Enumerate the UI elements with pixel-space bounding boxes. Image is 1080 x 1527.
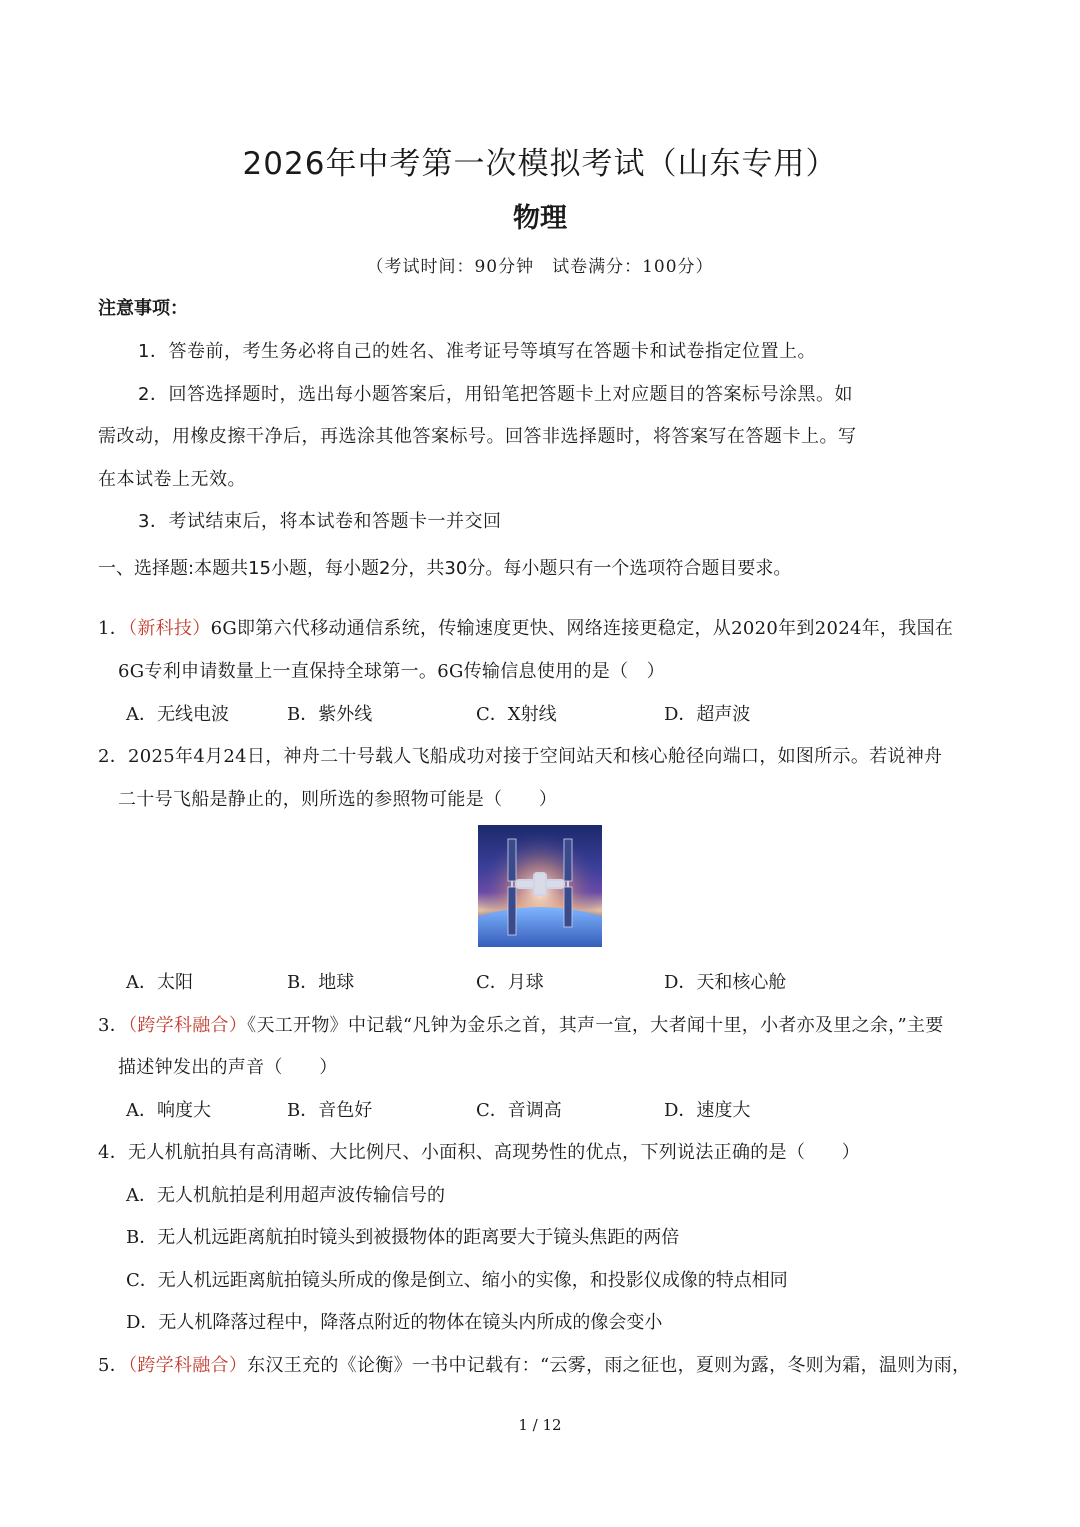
question-number: 1． [98,618,129,639]
notice-item-2-line-2: 需改动，用橡皮擦干净后，再选涂其他答案标号。回答非选择题时，将答案写在答题卡上。写 [98,426,857,447]
q4-option-a: A．无人机航拍是利用超声波传输信号的 [126,1185,445,1206]
subject-title: 物理 [513,203,567,234]
q2-option-a: A．太阳 [126,972,193,993]
question-2-line-2: 二十号飞船是静止的，则所选的参照物可能是（ ） [118,789,558,810]
question-5-line-1 [98,1351,970,1377]
question-1-line-2: 6G专利申请数量上一直保持全球第一。6G传输信息使用的是（ ） [118,661,665,682]
notice-heading: 注意事项： [98,298,188,319]
question-tag: （跨学科融合） [128,1355,248,1376]
question-tag: （跨学科融合） [128,1015,248,1036]
notice-item-2-line-1: 2．回答选择题时，选出每小题答案后，用铅笔把答题卡上对应题目的答案标号涂黑。如 [138,384,853,405]
question-number: 5． [98,1355,129,1376]
q1-option-a: A．无线电波 [126,704,229,725]
question-number: 3． [98,1015,129,1036]
question-3-line-2: 描述钟发出的声音（ ） [118,1057,338,1078]
q3-option-d: D．速度大 [664,1100,751,1121]
q1-option-b: B．紫外线 [287,704,373,725]
space-station-image [478,825,602,947]
question-4-line-1: 4．无人机航拍具有高清晰、大比例尺、小面积、高现势性的优点，下列说法正确的是（ ） [98,1142,861,1163]
q2-option-c: C．月球 [476,972,544,993]
question-text: 《天工开物》中记载“凡钟为金乐之首，其声一宣，大者闻十里，小者亦及里之余，”主要 [247,1015,944,1036]
q2-option-b: B．地球 [287,972,355,993]
question-text: 东汉王充的《论衡》一书中记载有：“云雾，雨之征也，夏则为露，冬则为霜，温则为雨， [247,1355,971,1376]
q1-option-c: C．X射线 [476,704,557,725]
q1-option-d: D．超声波 [664,704,751,725]
q4-option-b: B．无人机远距离航拍时镜头到被摄物体的距离要大于镜头焦距的两倍 [126,1227,680,1248]
section-heading: 一、选择题:本题共15小题，每小题2分，共30分。每小题只有一个选项符合题目要求。 [98,558,792,579]
question-tag: （新科技） [128,618,211,639]
question-text: 6G即第六代移动通信系统，传输速度更快、网络连接更稳定，从2020年到2024年，我国在 [210,618,954,639]
q4-option-c: C．无人机远距离航拍镜头所成的像是倒立、缩小的实像，和投影仪成像的特点相同 [126,1270,788,1291]
q4-option-d: D．无人机降落过程中，降落点附近的物体在镜头内所成的像会变小 [126,1312,663,1333]
question-3-line-1 [98,1011,944,1037]
question-1-line-1 [98,614,953,640]
q3-option-a: A．响度大 [126,1100,211,1121]
question-2-line-1: 2．2025年4月24日，神舟二十号载人飞船成功对接于空间站天和核心舱径向端口，如图所示。若说神舟 [98,746,943,767]
q3-option-b: B．音色好 [287,1100,373,1121]
q2-option-d: D．天和核心舱 [664,972,787,993]
space-station-illustration [478,825,602,947]
q3-option-c: C．音调高 [476,1100,562,1121]
notice-item-1: 1．答卷前，考生务必将自己的姓名、准考证号等填写在答题卡和试卷指定位置上。 [138,341,816,362]
exam-info: （考试时间：90分钟 试卷满分：100分） [366,257,714,277]
notice-item-2-line-3: 在本试卷上无效。 [98,469,246,490]
page-title: 2026年中考第一次模拟考试（山东专用） [242,146,838,182]
notice-item-3: 3．考试结束后，将本试卷和答题卡一并交回 [138,511,502,532]
page-number: 1 / 12 [518,1416,562,1434]
